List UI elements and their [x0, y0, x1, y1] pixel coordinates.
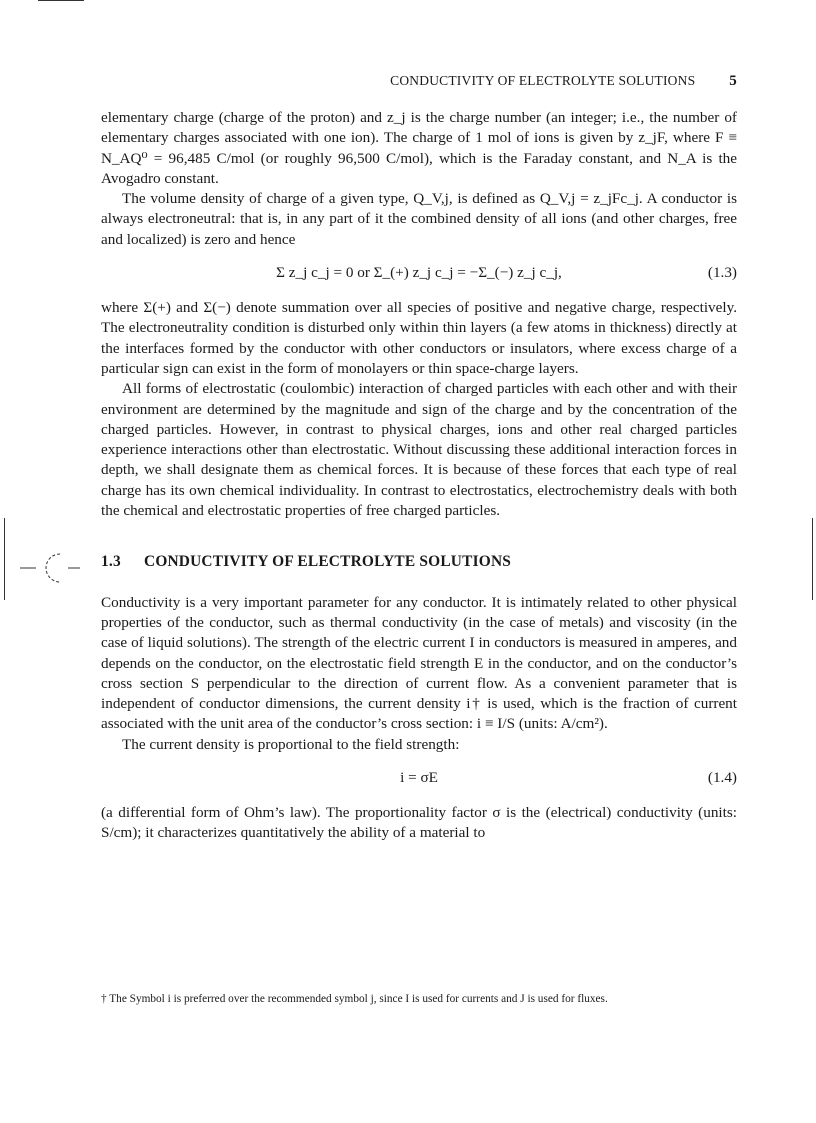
equation-1-3-number: (1.3) [707, 264, 737, 282]
paragraph-4: All forms of electrostatic (coulombic) interaction of charged particles with each other and with their environment are determined by the magnitude and sign of the charge and by the concentration of the charged particles. However, in contrast to physical charges, ions and other real charged particles experience interactions other than electrostatic. Without discussing these additional interaction forces in depth, we shall designate them as chemical forces. It is because of these forces that each type of real charge has its own chemical individuality. In contrast to electrostatics, electrochemistry deals with both the chemical and electrostatic properties of free charged particles. [101, 380, 737, 520]
running-title: CONDUCTIVITY OF ELECTROLYTE SOLUTIONS [390, 73, 696, 88]
top-rule [38, 0, 84, 1]
equation-1-4-expression: i = σE [400, 769, 438, 787]
crop-mark-right [812, 518, 813, 600]
paragraph-2: The volume density of charge of a given type, Q_V,j, is defined as Q_V,j = z_jFc_j. A conductor is always electroneutral: that is, in any part of it the combined density of all ions (and other charges, free and localized) is zero and hence [101, 190, 737, 248]
paragraph-3: where Σ(+) and Σ(−) denote summation over all species of positive and negative charge, respectively. The electroneutrality condition is disturbed only within thin layers (a few atoms in thickness) directly at the interfaces formed by the conductor with other conductors or insulators, where excess charge of a particular sign can exist in the form of monolayers or thin space-charge layers. [101, 299, 737, 377]
equation-1-4 [101, 768, 737, 788]
paragraph-5: Conductivity is a very important parameter for any conductor. It is intimately related to other physical properties of the conductor, such as thermal conductivity (in the case of metals) and viscosity (in the case of liquid solutions). The strength of the electric current I in conductors is measured in amperes, and depends on the conductor, on the electrostatic field strength E in the conductor, and on the conductor’s cross section S perpendicular to the direction of current flow. As a convenient parameter that is independent of conductor dimensions, the current density i† is used, which is the fraction of current associated with the unit area of the conductor’s cross section: i ≡ I/S (units: A/cm²). [101, 593, 737, 733]
page-number: 5 [729, 73, 737, 89]
running-header [101, 73, 737, 90]
section-number: 1.3 [101, 553, 121, 571]
footnote: † The Symbol i is preferred over the recommended symbol j, since I is used for currents and J is used for fluxes. [101, 993, 608, 1005]
paragraph-6: The current density is proportional to the field strength: [122, 735, 460, 753]
registration-mark-icon [20, 548, 84, 588]
section-title: CONDUCTIVITY OF ELECTROLYTE SOLUTIONS [144, 553, 512, 571]
section-heading [101, 552, 737, 572]
main-text [101, 108, 737, 844]
equation-1-4-number: (1.4) [707, 769, 737, 787]
equation-1-3 [101, 263, 737, 283]
paragraph-7: (a differential form of Ohm’s law). The proportionality factor σ is the (electrical) conductivity (units: S/cm); it characterizes quantitatively the ability of a material to [101, 804, 737, 842]
equation-1-3-expression: Σ z_j c_j = 0 or Σ_(+) z_j c_j = −Σ_(−) z_j c_j, [276, 264, 562, 282]
paragraph-1: elementary charge (charge of the proton) and z_j is the charge number (an integer; i.e., the number of elementary charges associated with one ion). The charge of 1 mol of ions is given by z_jF, where F ≡ N_AQ⁰ = 96,485 C/mol (or roughly 96,500 C/mol), which is the Faraday constant, and N_A is the Avogadro constant. [101, 109, 737, 187]
crop-mark-left [4, 518, 5, 600]
